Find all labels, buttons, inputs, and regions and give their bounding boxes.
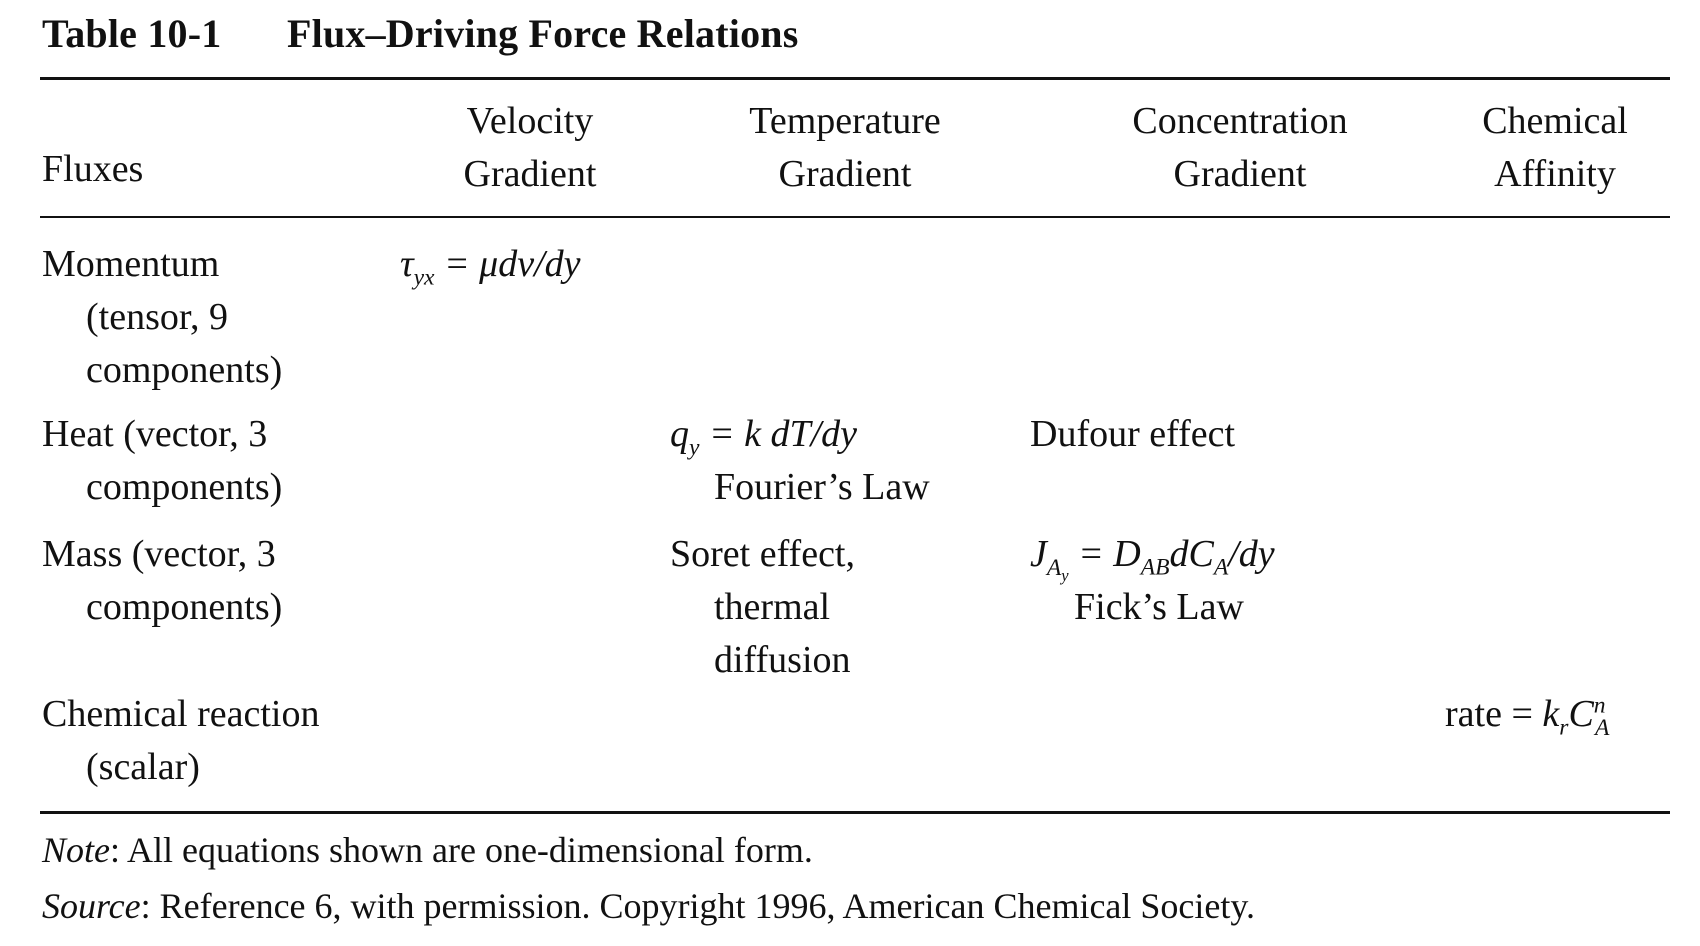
table-note (42, 830, 813, 870)
soret-effect-cell: Soret effect, thermal diffusion (670, 533, 855, 681)
heat-temperature-cell (670, 408, 930, 514)
fick-law-label: Fick’s Law (1074, 586, 1244, 628)
header-concentration-gradient: Concentration Gradient (1132, 100, 1348, 195)
dufour-effect: Dufour effect (1030, 413, 1236, 455)
fick-equation: $J_{A_y} = D_{AB}dC_A/dy$ (1030, 533, 1275, 585)
fourier-equation: $q_y = k$ dT/dy (670, 413, 858, 461)
note-label: Note (42, 830, 110, 870)
header-rule (40, 216, 1670, 218)
note-text: : All equations shown are one-dimensional form. (110, 830, 813, 870)
row-heat-flux: Heat (vector, 3 components) (42, 413, 283, 508)
bottom-rule (40, 811, 1670, 814)
table-number: Table 10-1 (42, 11, 222, 56)
header-velocity-gradient: Velocity Gradient (463, 100, 597, 195)
momentum-velocity-equation: $\tau_{yx} = \mu dv/dy$ (400, 243, 581, 291)
reaction-rate-equation: rate = $k_rC^n_A$ (1445, 692, 1610, 741)
table-title (42, 10, 798, 57)
mass-concentration-cell (1030, 528, 1275, 634)
table-title-text: Flux–Driving Force Relations (287, 11, 799, 56)
top-rule (40, 77, 1670, 80)
row-mass-flux: Mass (vector, 3 components) (42, 533, 283, 628)
source-text: : Reference 6, with permission. Copyright 1996, American Chemical Society. (140, 886, 1256, 926)
source-label: Source (42, 886, 141, 926)
header-fluxes: Fluxes (42, 148, 144, 190)
row-momentum-flux: Momentum (tensor, 9 components) (42, 243, 283, 391)
fourier-law-label: Fourier’s Law (714, 466, 930, 508)
header-chemical-affinity: Chemical Affinity (1482, 100, 1628, 195)
row-chemical-reaction-flux: Chemical reaction (scalar) (42, 693, 320, 788)
header-temperature-gradient: Temperature Gradient (749, 100, 941, 195)
table-source (42, 886, 1255, 926)
